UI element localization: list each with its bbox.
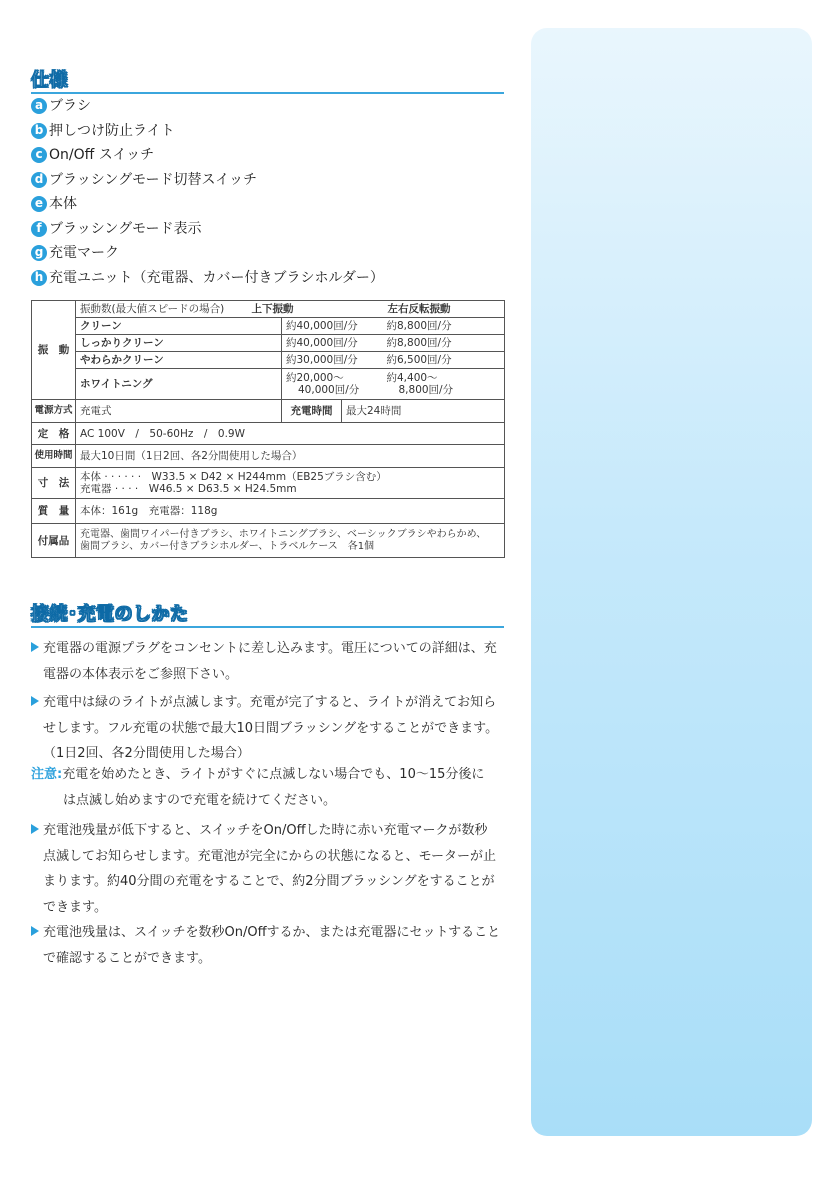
dimensions-label: 寸 法 [32, 468, 76, 499]
vibration-header-desc: 振動数(最大値スピードの場合) [80, 303, 225, 315]
part-badge: h [31, 270, 47, 286]
table-row [32, 335, 505, 352]
charge-title-text: 接続･充電のしかた [31, 604, 189, 625]
table-row [32, 524, 505, 558]
mode-values [282, 335, 505, 352]
dimensions-line-body: 本体 · · · · · · W33.5 × D42 × H244mm（EB25ブラシ含む） [80, 471, 387, 483]
mode-name: やわらかクリーン [76, 352, 282, 369]
arrow-bullet-icon [31, 926, 39, 936]
part-item [31, 192, 384, 217]
mode-value-2: 約6,500回/分 [386, 354, 452, 366]
mode-values [282, 369, 505, 400]
parts-list [31, 94, 384, 290]
note-text: は点滅し始めますので充電を続けてください。 [63, 792, 337, 808]
table-row [32, 468, 505, 499]
arrow-bullet-icon [31, 642, 39, 652]
vibration-header [76, 301, 505, 318]
mode-values [282, 352, 505, 369]
part-item [31, 143, 384, 168]
mode-value-1: 約40,000回/分 [286, 320, 358, 332]
mode-name: しっかりクリーン [76, 335, 282, 352]
bullet-item [31, 818, 506, 920]
spec-section-title [31, 70, 504, 94]
part-badge: a [31, 98, 47, 114]
part-label: ブラッシングモード表示 [49, 220, 202, 237]
bullet-text: 電器の本体表示をご参照下さい。 [43, 666, 239, 682]
bullet-text: せします。フル充電の状態で最大10日間ブラッシングをすることができます。 [43, 720, 499, 736]
mode-values [282, 318, 505, 335]
accessories-value [76, 524, 505, 558]
part-badge: c [31, 147, 47, 163]
bullet-item [31, 636, 506, 687]
arrow-bullet-icon [31, 696, 39, 706]
accessories-line-1: 充電器、歯間ワイパー付きブラシ、ホワイトニングブラシ、ベーシックブラシやわらかめ、 [80, 528, 487, 540]
bullet-text: （1日2回、各2分間使用した場合） [43, 746, 250, 761]
charge-time-label: 充電時間 [282, 400, 342, 423]
spec-table [31, 300, 505, 558]
spec-title-text: 仕様 [31, 70, 68, 91]
table-row [32, 445, 505, 468]
part-item [31, 94, 384, 119]
table-row [32, 423, 505, 445]
part-item [31, 217, 384, 242]
part-label: 本体 [49, 196, 77, 213]
part-label: ブラシ [49, 98, 91, 115]
power-value: 充電式 [76, 400, 282, 423]
mode-value-1: 約40,000回/分 [286, 337, 358, 349]
bullet-text: 充電器の電源プラグをコンセントに差し込みます。電圧についての詳細は、充 [43, 641, 497, 656]
bullet-text: 充電池残量が低下すると、スイッチをOn/Offした時に赤い充電マークが数秒 [43, 823, 488, 838]
part-badge: b [31, 123, 47, 139]
mode-value-2a: 約4,400〜 [386, 372, 438, 384]
table-row [32, 352, 505, 369]
arrow-bullet-icon [31, 824, 39, 834]
bullet-text: 充電中は緑のライトが点滅します。充電が完了すると、ライトが消えてお知ら [43, 695, 497, 710]
power-label: 電源方式 [32, 400, 76, 423]
table-row [32, 400, 505, 423]
part-badge: e [31, 196, 47, 212]
bullet-text: できます。 [43, 899, 107, 915]
charge-time-value: 最大24時間 [342, 400, 505, 423]
dimensions-line-charger: 充電器 · · · · W46.5 × D63.5 × H24.5mm [80, 483, 297, 495]
part-item [31, 241, 384, 266]
part-label: 充電マーク [49, 245, 119, 262]
part-label: ブラッシングモード切替スイッチ [49, 171, 257, 188]
dimensions-value [76, 468, 505, 499]
mode-name: クリーン [76, 318, 282, 335]
table-row [32, 499, 505, 524]
mass-label: 質 量 [32, 499, 76, 524]
part-badge: d [31, 172, 47, 188]
mode-value-2b: 8,800回/分 [398, 384, 454, 396]
part-label: 押しつけ防止ライト [49, 122, 175, 139]
bullet-text: で確認することができます。 [43, 950, 211, 966]
rating-value: AC 100V / 50-60Hz / 0.9W [76, 423, 505, 445]
part-item [31, 266, 384, 291]
bullet-text: まります。約40分間の充電をすることで、約2分間ブラッシングをすることが [43, 874, 495, 889]
part-label: 充電ユニット（充電器、カバー付きブラシホルダー） [49, 269, 384, 286]
note-head: 注意: [31, 767, 63, 782]
part-badge: g [31, 245, 47, 261]
accessories-line-2: 歯間ブラシ、カバー付きブラシホルダー、トラベルケース 各1個 [80, 540, 375, 552]
bullet-item [31, 690, 506, 767]
decorative-sidebar-panel [531, 28, 812, 1136]
mode-name: ホワイトニング [76, 369, 282, 400]
accessories-label: 付属品 [32, 524, 76, 558]
mode-value-1: 約30,000回/分 [286, 354, 358, 366]
part-label: On/Off スイッチ [49, 147, 155, 164]
part-item [31, 119, 384, 144]
rating-label: 定 格 [32, 423, 76, 445]
note-item [31, 762, 506, 813]
mode-value-2: 約8,800回/分 [386, 320, 452, 332]
vibration-header-col1: 上下振動 [251, 303, 294, 315]
vibration-label: 振 動 [32, 301, 76, 400]
part-item [31, 168, 384, 193]
mode-value-2: 約8,800回/分 [386, 337, 452, 349]
table-row [32, 369, 505, 400]
table-row [32, 301, 505, 318]
bullet-text: 点滅してお知らせします。充電池が完全にからの状態になると、モーターが止 [43, 848, 497, 864]
bullet-item [31, 920, 506, 971]
vibration-header-col2: 左右反転振動 [387, 303, 451, 315]
note-text: 充電を始めたとき、ライトがすぐに点滅しない場合でも、10～15分後に [62, 767, 485, 782]
charge-section-title [31, 604, 504, 628]
usage-label: 使用時間 [32, 445, 76, 468]
mass-value: 本体：161g 充電器：118g [76, 499, 505, 524]
mode-value-1a: 約20,000〜 [286, 372, 344, 384]
mode-value-1b: 40,000回/分 [298, 384, 360, 396]
bullet-text: 充電池残量は、スイッチを数秒On/Offするか、または充電器にセットすること [43, 925, 501, 940]
usage-value: 最大10日間（1日2回、各2分間使用した場合） [76, 445, 505, 468]
table-row [32, 318, 505, 335]
part-badge: f [31, 221, 47, 237]
